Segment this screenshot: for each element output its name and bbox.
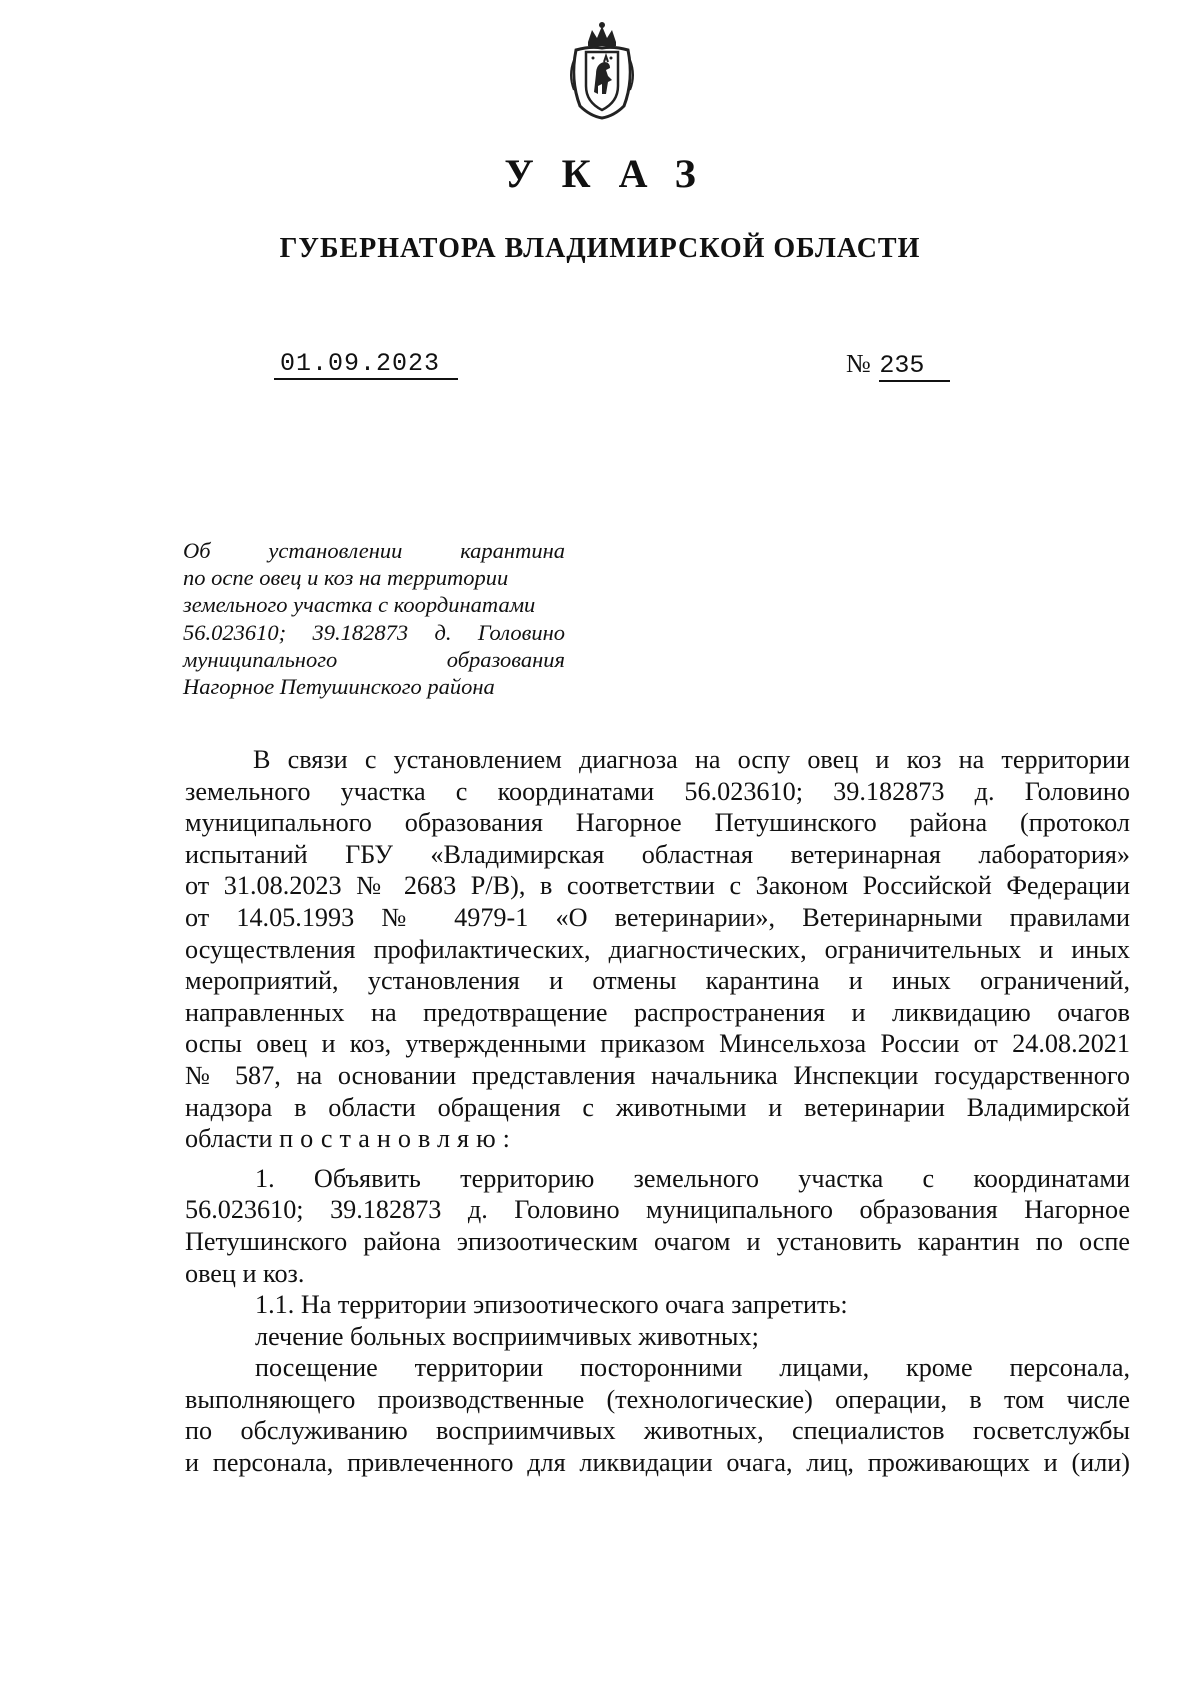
subject-line: земельного участка с координатами xyxy=(183,592,536,618)
body-line: мероприятий, установления и отмены карантина и иных ограничений, xyxy=(185,966,1130,996)
document-subject xyxy=(183,537,565,700)
subject-line: 56.023610; 39.182873 д. Головино xyxy=(183,619,565,645)
item-1-line: 56.023610; 39.182873 д. Головино муниципального образования Нагорное xyxy=(185,1195,1130,1225)
subject-line: Об установлении карантина xyxy=(183,538,565,563)
body-line: В связи с установлением диагноза на оспу овец и коз на территории xyxy=(253,745,1130,774)
body-line: направленных на предотвращение распространения и ликвидацию очагов xyxy=(185,997,1130,1027)
body-line: осуществления профилактических, диагностических, ограничительных и иных xyxy=(185,934,1130,964)
body-line: оспы овец и коз, утвержденными приказом Минсельхоза России от 24.08.2021 xyxy=(185,1029,1130,1059)
item-1-1-sub: выполняющего производственные (технологические) операции, в том числе xyxy=(185,1384,1130,1414)
body-line: муниципального образования Нагорное Петушинского района (протокол xyxy=(185,808,1130,838)
document-body xyxy=(185,744,1130,1479)
resolution-prefix: области xyxy=(185,1124,280,1154)
item-1-line: 1. Объявить территорию земельного участка с координатами xyxy=(255,1163,1130,1193)
issuer-title: ГУБЕРНАТОРА ВЛАДИМИРСКОЙ ОБЛАСТИ xyxy=(279,233,921,264)
subject-line: по оспе овец и коз на территории xyxy=(183,565,509,591)
coat-of-arms-icon xyxy=(566,20,638,120)
item-1-line: Петушинского района эпизоотическим очагом и установить карантин по оспе xyxy=(185,1226,1130,1256)
body-line-resolution xyxy=(185,1123,1130,1155)
item-1-1-sub: посещение территории посторонними лицами, кроме персонала, xyxy=(255,1353,1130,1383)
document-type-title: УКАЗ xyxy=(504,151,724,196)
resolution-word: постановляю: xyxy=(279,1124,517,1154)
body-line: № 587, на основании представления начальника Инспекции государственного xyxy=(185,1060,1130,1090)
subject-line: муниципального образования xyxy=(183,646,565,672)
document-number xyxy=(846,350,950,380)
number-label: № xyxy=(846,349,871,378)
body-line: земельного участка с координатами 56.023610; 39.182873 д. Головино xyxy=(185,776,1130,806)
document-date: 01.09.2023 xyxy=(274,350,458,380)
item-1-1-sub: по обслуживанию восприимчивых животных, специалистов госветслужбы xyxy=(185,1416,1130,1446)
number-value: 235 xyxy=(879,351,950,382)
item-1-1-heading: 1.1. На территории эпизоотического очага запретить: xyxy=(255,1290,848,1320)
subject-line: Нагорное Петушинского района xyxy=(183,674,495,700)
item-1-line: овец и коз. xyxy=(185,1258,305,1288)
body-line: от 14.05.1993 № 4979-1 «О ветеринарии», Ветеринарными правилами xyxy=(185,902,1130,932)
item-1-1-sub: и персонала, привлеченного для ликвидации очага, лиц, проживающих и (или) xyxy=(185,1448,1130,1478)
body-line: испытаний ГБУ «Владимирская областная ветеринарная лаборатория» xyxy=(185,839,1130,869)
body-line: от 31.08.2023 № 2683 Р/В), в соответствии с Законом Российской Федерации xyxy=(185,871,1130,901)
body-line: надзора в области обращения с животными и ветеринарии Владимирской xyxy=(185,1092,1130,1122)
item-1-1-sub: лечение больных восприимчивых животных; xyxy=(255,1321,759,1351)
